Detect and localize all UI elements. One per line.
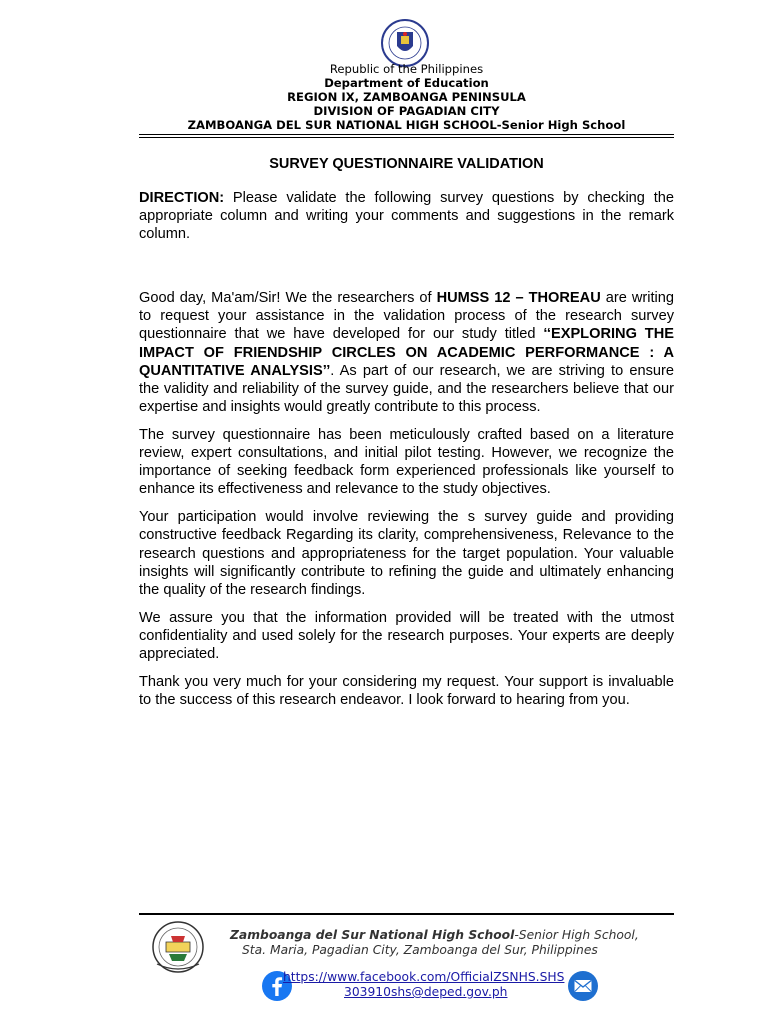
footer-school-bold: Zamboanga del Sur National High School [230,928,515,942]
letterhead [139,62,674,132]
header-rule-top [139,134,674,135]
mail-icon[interactable] [567,970,599,1002]
header-department: Department of Education [324,76,489,90]
footer-school-name [230,928,639,943]
footer-address: Sta. Maria, Pagadian City, Zamboanga del Sur, Philippines [242,943,598,957]
questionnaire-paragraph: The survey questionnaire has been meticulously crafted based on a literature review, expert consultations, and initial pilot testing. However, we recognize the importance of seeking feedback form experienced professionals like yourself to enhance its effectiveness and relevance to the study objectives. [139,426,674,498]
intro-text-c: . As part of our research, we are striving to ensure the validity and reliability of the survey guide, and the researchers believe that our expertise and insights would greatly contribute to this process. [139,362,674,415]
school-logo-icon [149,920,207,974]
intro-paragraph [139,289,674,416]
confidentiality-paragraph: We assure you that the information provided will be treated with the utmost confidentiality and used solely for the research purposes. Your experts are deeply appreciated. [139,609,674,662]
header-region: REGION IX, ZAMBOANGA PENINSULA [287,90,526,104]
email-link[interactable]: 303910shs@deped.gov.ph [344,985,508,999]
footer-school-suffix: -Senior High School, [514,928,639,942]
direction-paragraph [139,189,674,243]
intro-text-b: are writing to request your assistance in the validation process of the research survey questionnaire that we have developed for our study titled [139,290,674,343]
header-division: DIVISION OF PAGADIAN CITY [313,104,500,118]
document-title: SURVEY QUESTIONNAIRE VALIDATION [269,156,544,172]
header-rule-bottom [139,137,674,138]
direction-label: DIRECTION: [139,190,225,206]
header-school: ZAMBOANGA DEL SUR NATIONAL HIGH SCHOOL-Senior High School [187,118,626,132]
deped-seal-icon [378,18,432,68]
intro-text-a: Good day, Ma'am/Sir! We the researchers of [139,290,437,307]
study-title: ‘‘EXPLORING THE IMPACT OF FRIENDSHIP CIRCLES ON ACADEMIC PERFORMANCE : A QUANTITATIVE ANALYSIS’’ [139,326,674,379]
footer-rule [139,913,674,915]
thanks-paragraph: Thank you very much for your considering my request. Your support is invaluable to the success of this research endeavor. I look forward to hearing from you. [139,674,674,709]
participation-paragraph: Your participation would involve reviewing the s survey guide and providing constructive feedback Regarding its clarity, comprehensiveness, Relevance to the research questions and appropriateness for the target population. Your valuable insights will significantly contribute to refining the guide and ultimately enhancing the quality of the research findings. [139,509,674,598]
header-republic: Republic of the Philippines [329,62,484,76]
research-group: HUMSS 12 – THOREAU [436,290,601,307]
facebook-link[interactable]: https://www.facebook.com/OfficialZSNHS.SHS [283,970,565,984]
paragraph-gap [139,253,674,289]
document-body [139,189,674,719]
direction-text: Please validate the following survey questions by checking the appropriate column and writing your comments and suggestions in the remark column. [139,190,674,243]
